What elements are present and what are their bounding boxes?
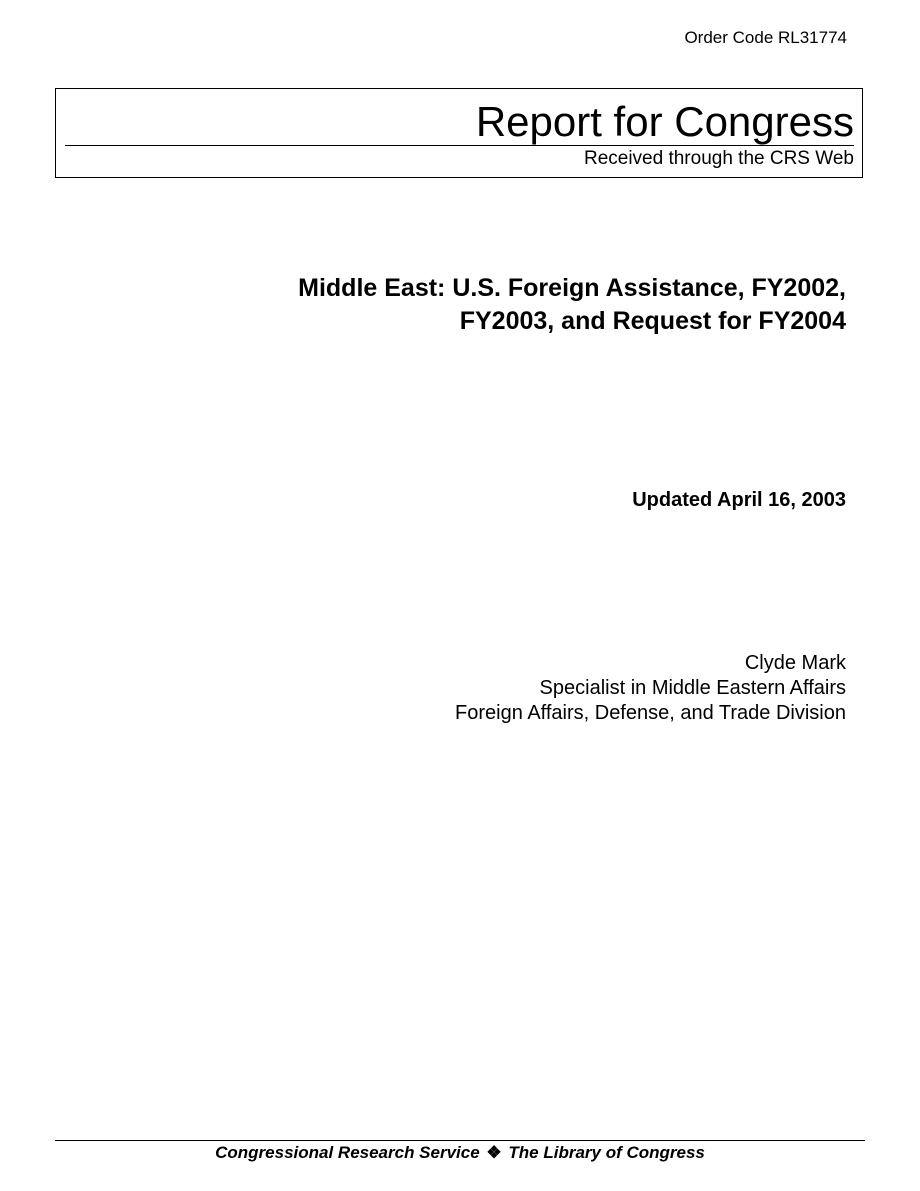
footer-left-text: Congressional Research Service: [215, 1143, 480, 1162]
document-title-line-2: FY2003, and Request for FY2004: [459, 307, 846, 335]
author-position: Specialist in Middle Eastern Affairs: [539, 677, 846, 699]
header-divider: [65, 145, 854, 146]
footer-right-text: The Library of Congress: [508, 1143, 705, 1162]
report-subtitle: Received through the CRS Web: [583, 148, 854, 169]
footer: [0, 1143, 920, 1163]
report-title: Report for Congress: [475, 98, 854, 145]
document-title: [298, 272, 846, 338]
author-name: Clyde Mark: [744, 652, 846, 674]
updated-date: Updated April 16, 2003: [632, 489, 846, 511]
order-code: Order Code RL31774: [684, 28, 847, 47]
report-header-box: [55, 88, 863, 178]
author-block: [455, 651, 846, 726]
author-division: Foreign Affairs, Defense, and Trade Division: [455, 702, 846, 724]
document-title-line-1: Middle East: U.S. Foreign Assistance, FY2002,: [298, 274, 846, 302]
four-diamond-ornament-icon: ❖: [486, 1143, 502, 1162]
footer-divider: [55, 1140, 865, 1141]
